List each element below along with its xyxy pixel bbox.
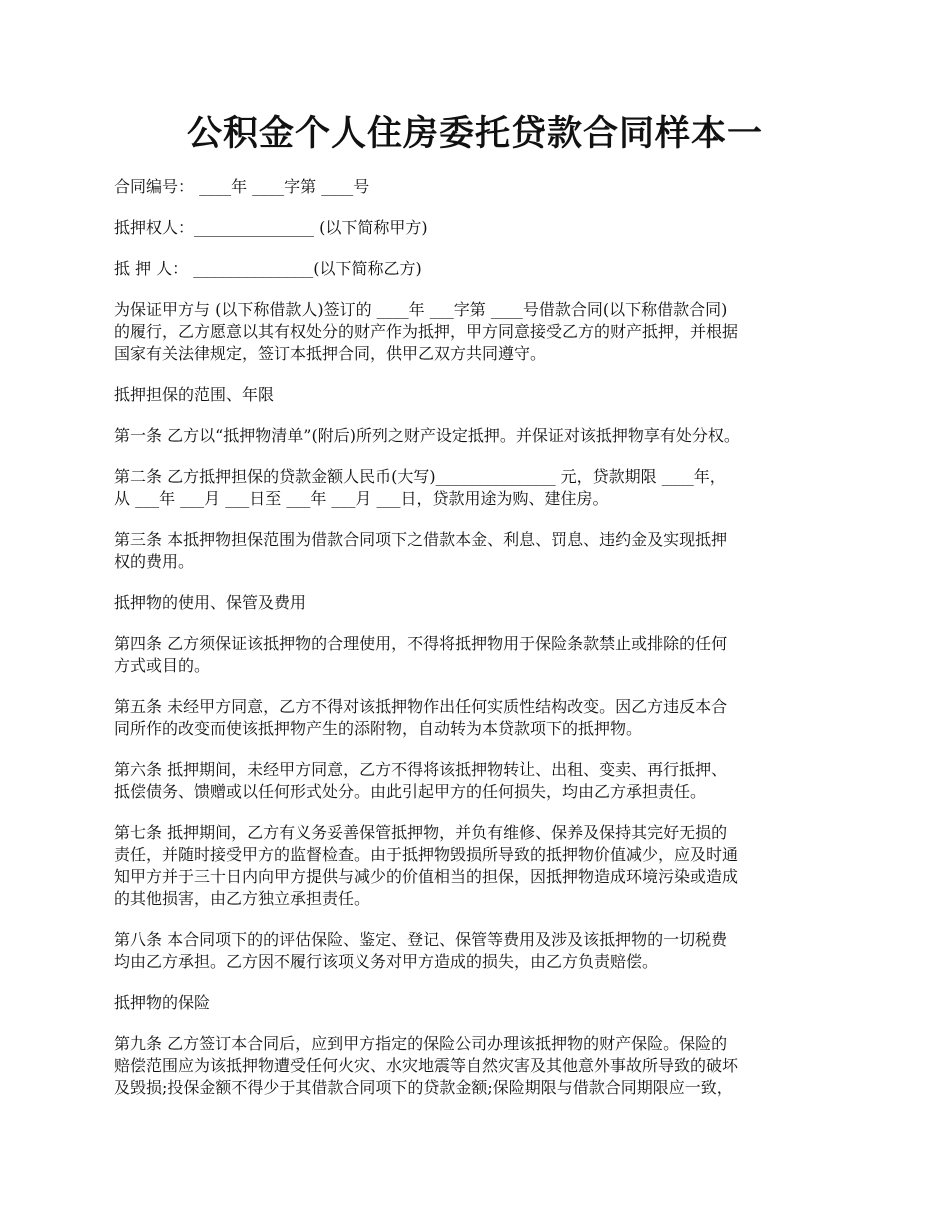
paragraph-line: 权的费用。 — [114, 552, 195, 571]
paragraph-line: 责任，并随时接受甲方的监督检查。由于抵押物毁损所导致的抵押物价值减少，应及时通 — [114, 845, 739, 864]
paragraph-line: 抵 押 人： _______________(以下简称乙方) — [114, 259, 422, 278]
paragraph-line: 从 ___年 ___月 ___日至 ___年 ___月 ___日，贷款用途为购、建住房。 — [114, 489, 609, 508]
paragraph-line: 为保证甲方与 (以下称借款人)签订的 ____年 ___字第 ____号借款合同(以下称借款合同) — [114, 300, 728, 319]
paragraph-line: 第四条 乙方须保证该抵押物的合理使用，不得将抵押物用于保险条款禁止或排除的任何 — [114, 634, 728, 653]
paragraph-line: 第八条 本合同项下的的评估保险、鉴定、登记、保管等费用及涉及该抵押物的一切税费 — [114, 930, 728, 949]
paragraph-line: 合同编号： ____年 ____字第 ____号 — [114, 177, 370, 196]
paragraph-line: 赔偿范围应为该抵押物遭受任何火灾、水灾地震等自然灾害及其他意外事故所导致的破坏 — [114, 1056, 739, 1075]
paragraph — [114, 425, 854, 447]
paragraph — [114, 299, 854, 365]
paragraph — [114, 258, 854, 280]
paragraph-line: 抵押物的使用、保管及费用 — [114, 593, 307, 612]
paragraph-line: 第一条 乙方以“抵押物清单”(附后)所列之财产设定抵押。并保证对该抵押物享有处分权。 — [114, 426, 740, 445]
paragraph-line: 第二条 乙方抵押担保的贷款金额人民币(大写)_______________ 元，贷款期限 ____年， — [114, 467, 726, 486]
paragraph-line: 的其他损害，由乙方独立承担责任。 — [114, 889, 371, 908]
paragraph-line: 抵押物的保险 — [114, 993, 211, 1012]
paragraph-line: 第五条 未经甲方同意，乙方不得对该抵押物作出任何实质性结构改变。因乙方违反本合 — [114, 697, 728, 716]
paragraph — [114, 1033, 854, 1099]
document-body — [114, 176, 854, 1118]
paragraph — [114, 217, 854, 239]
paragraph-line: 同所作的改变而使该抵押物产生的添附物，自动转为本贷款项下的抵押物。 — [114, 719, 643, 738]
paragraph — [114, 529, 854, 573]
paragraph-line: 均由乙方承担。乙方因不履行该项义务对甲方造成的损失，由乙方负责赔偿。 — [114, 952, 659, 971]
paragraph-line: 第九条 乙方签订本合同后，应到甲方指定的保险公司办理该抵押物的财产保险。保险的 — [114, 1034, 728, 1053]
paragraph-line: 的履行，乙方愿意以其有权处分的财产作为抵押，甲方同意接受乙方的财产抵押，并根据 — [114, 322, 739, 341]
paragraph-line: 抵偿债务、馈赠或以任何形式处分。由此引起甲方的任何损失，均由乙方承担责任。 — [114, 782, 707, 801]
paragraph-line: 第六条 抵押期间，未经甲方同意，乙方不得将该抵押物转让、出租、变卖、再行抵押、 — [114, 760, 728, 779]
paragraph-line: 及毁损;投保金额不得少于其借款合同项下的贷款金额;保险期限与借款合同期限应一致， — [114, 1078, 733, 1097]
paragraph — [114, 592, 854, 614]
paragraph-line: 抵押权人：_______________ (以下简称甲方) — [114, 218, 428, 237]
paragraph-line: 第三条 本抵押物担保范围为借款合同项下之借款本金、利息、罚息、违约金及实现抵押 — [114, 530, 728, 549]
paragraph — [114, 992, 854, 1014]
paragraph-line: 方式或目的。 — [114, 656, 211, 675]
paragraph — [114, 384, 854, 406]
paragraph — [114, 822, 854, 910]
paragraph — [114, 176, 854, 198]
paragraph-line: 抵押担保的范围、年限 — [114, 385, 275, 404]
paragraph — [114, 929, 854, 973]
paragraph — [114, 633, 854, 677]
paragraph — [114, 466, 854, 510]
paragraph-line: 国家有关法律规定，签订本抵押合同，供甲乙双方共同遵守。 — [114, 344, 547, 363]
paragraph-line: 第七条 抵押期间，乙方有义务妥善保管抵押物，并负有维修、保养及保持其完好无损的 — [114, 823, 728, 842]
paragraph-line: 知甲方并于三十日内向甲方提供与减少的价值相当的担保，因抵押物造成环境污染或造成 — [114, 867, 739, 886]
document-title: 公积金个人住房委托贷款合同样本一 — [186, 113, 763, 154]
paragraph — [114, 696, 854, 740]
paragraph — [114, 759, 854, 803]
